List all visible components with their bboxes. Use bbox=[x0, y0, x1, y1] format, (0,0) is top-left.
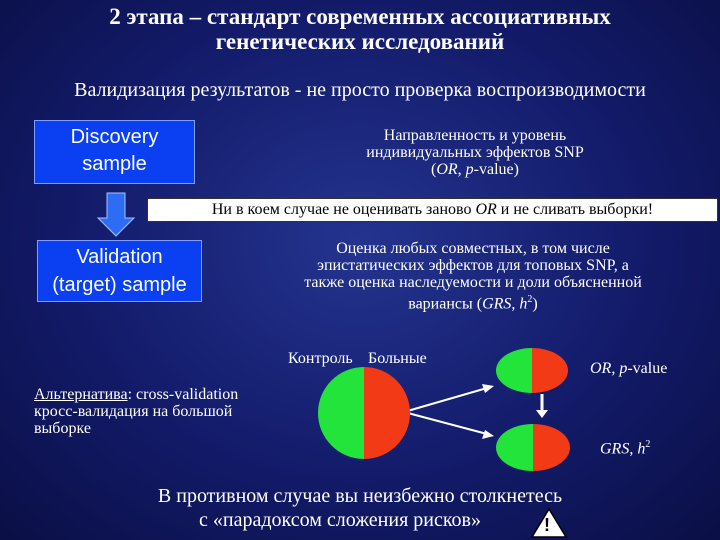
alternative-text: Альтернатива: cross-validation кросс-валидация на большой выборке bbox=[34, 386, 239, 437]
pie-label-cases: Больные bbox=[368, 350, 427, 367]
discovery-box-line-2: sample bbox=[82, 153, 147, 175]
pie-label-control: Контроль bbox=[288, 350, 353, 367]
bottom-conclusion bbox=[0, 484, 720, 532]
big-pie-control-cases bbox=[318, 367, 410, 459]
validation-box-line-1: Validation bbox=[76, 246, 163, 268]
bottom-line-2: с «парадоксом сложения рисков» bbox=[198, 509, 481, 531]
small-pie-top bbox=[496, 348, 568, 393]
arrow-to-or-pie bbox=[404, 388, 487, 412]
title-line-1: 2 этапа – стандарт современных ассоциативных bbox=[109, 4, 611, 29]
validation-description: Оценка любых совместных, в том числе эпистатических эффектов для топовых SNP, а также оценка наследуемости и доли объясненной вариансы (GRS, $h^2$) bbox=[304, 240, 642, 313]
discovery-desc-line-2: индивидуальных эффектов SNP bbox=[366, 144, 584, 161]
validation-box-line-2: (target) sample bbox=[52, 274, 187, 296]
bottom-line-1: В противном случае вы неизбежно столкнетесь bbox=[157, 485, 563, 507]
arrow-to-grs-pie bbox=[404, 412, 487, 434]
discovery-box-line-1: Discovery bbox=[70, 126, 159, 148]
validation-sample-box bbox=[37, 240, 202, 302]
warning-mark: ! bbox=[544, 515, 550, 535]
arrow-head-between bbox=[536, 410, 548, 418]
arrow-head-or bbox=[482, 384, 494, 393]
down-arrow-icon bbox=[98, 193, 134, 236]
title-line-2: генетических исследований bbox=[215, 29, 505, 54]
arrow-head-grs bbox=[482, 430, 494, 439]
label-or-pvalue: OR, p-value bbox=[590, 360, 668, 377]
subtitle: Валидизация результатов - не просто проверка воспроизводимости bbox=[74, 79, 646, 101]
small-pie-bottom bbox=[496, 424, 570, 471]
label-grs-h2: GRS, $h^2$ bbox=[600, 439, 651, 458]
warning-box: Ни в коем случае не оценивать заново OR и не сливать выборки! bbox=[147, 198, 718, 222]
discovery-desc-line-1: Направленность и уровень bbox=[383, 127, 567, 144]
discovery-desc-line-3: (OR, p-value) bbox=[431, 161, 519, 178]
